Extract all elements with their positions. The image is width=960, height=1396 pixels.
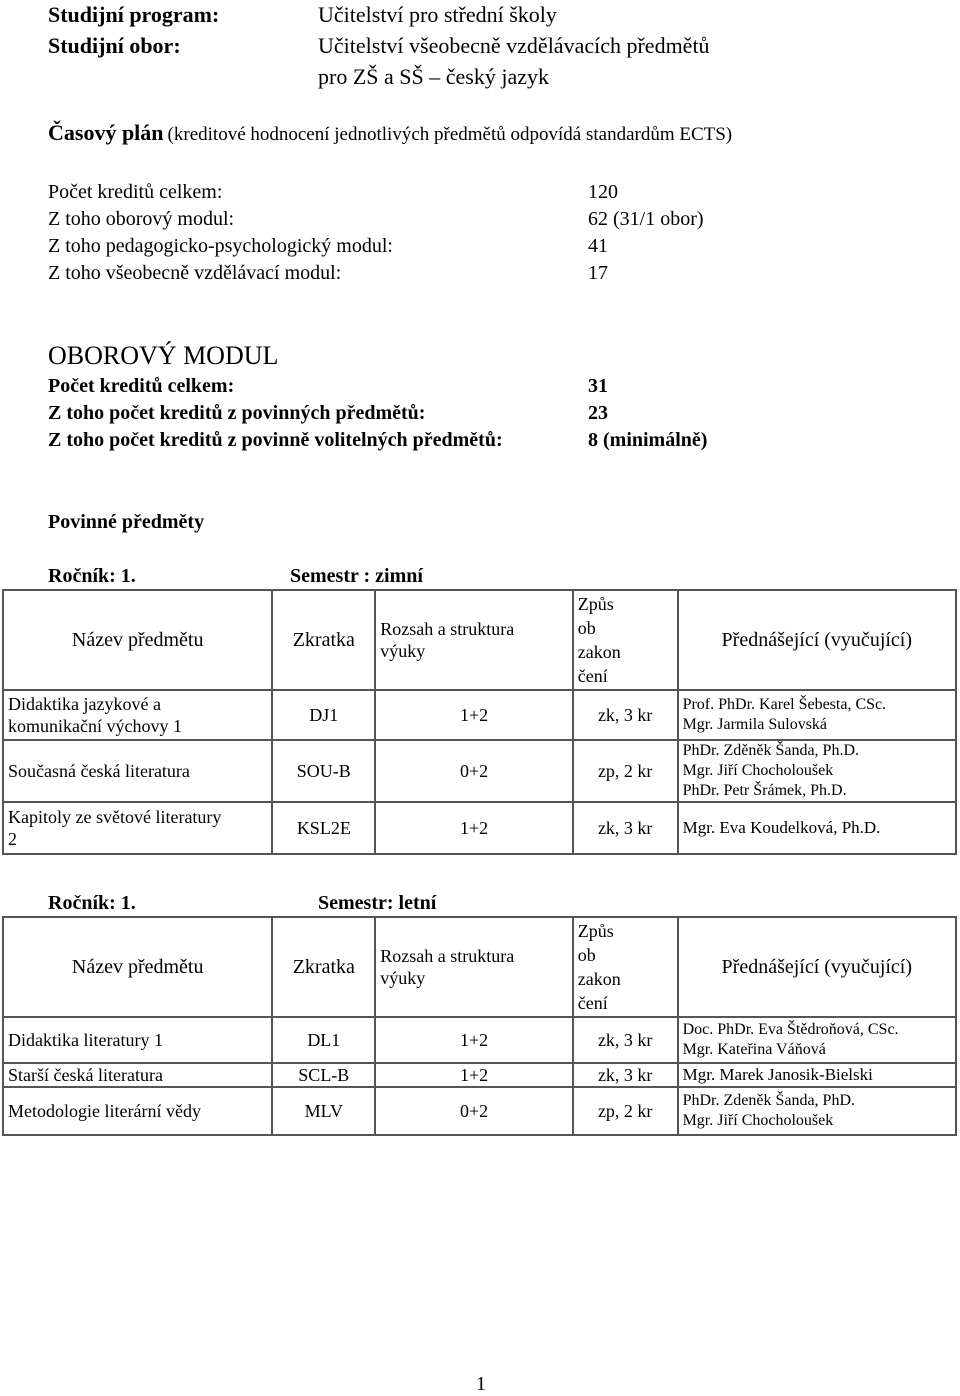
subject-lecturers [678, 1017, 956, 1063]
lecturer: Mgr. Jarmila Sulovská [682, 716, 828, 733]
subject-name [3, 802, 272, 854]
subject-scope: 0+2 [375, 740, 573, 802]
lecturer: Mgr. Jiří Chocholoušek [682, 762, 834, 779]
module-credits-total-label: Počet kreditů celkem: [48, 375, 235, 397]
header-method [573, 590, 678, 690]
header-name: Název předmětu [3, 917, 272, 1017]
header-method-line4: čení [577, 993, 608, 1013]
subject-method: zk, 3 kr [573, 690, 678, 740]
header-scope-line2: výuky [380, 641, 426, 661]
module-credits-mandatory-label: Z toho počet kreditů z povinných předmětů: [48, 402, 426, 424]
semester1-table [2, 589, 957, 855]
header-method [573, 917, 678, 1017]
header-scope-line2: výuky [380, 968, 426, 988]
lecturer: Doc. PhDr. Eva Štědroňová, CSc. [682, 1021, 899, 1038]
subject-name: Starší česká literatura [3, 1063, 272, 1087]
header-method-line4: čení [577, 666, 608, 686]
header-scope-line1: Rozsah a struktura [380, 619, 515, 639]
header-method-line1: Způs [577, 594, 614, 614]
subject-name: Didaktika literatury 1 [3, 1017, 272, 1063]
lecturer: PhDr. Zděněk Šanda, Ph.D. [682, 742, 860, 759]
subject-name-line1: Kapitoly ze světové literatury [8, 807, 222, 827]
timeplan-subtitle: (kreditové hodnocení jednotlivých předmětů odpovídá standardům ECTS) [167, 124, 733, 145]
field-value-line1: Učitelství všeobecně vzdělávacích předmětů [318, 33, 710, 58]
subject-method: zk, 3 kr [573, 1017, 678, 1063]
semester1-header-row [3, 590, 956, 690]
field-label: Studijní obor: [48, 33, 181, 58]
header-method-line1: Způs [577, 921, 614, 941]
header-scope [375, 917, 573, 1017]
subject-scope: 1+2 [375, 1017, 573, 1063]
subject-name-line1: Didaktika jazykové a [8, 694, 161, 714]
table-row [3, 740, 956, 802]
subject-abbr: DL1 [272, 1017, 375, 1063]
header-scope-line1: Rozsah a struktura [380, 946, 515, 966]
subject-lecturers [678, 802, 956, 854]
credits-field-value: 62 (31/1 obor) [588, 208, 704, 230]
subject-name-line2: 2 [8, 829, 17, 849]
credits-pedagogy-value: 41 [588, 235, 608, 257]
subject-abbr: KSL2E [272, 802, 375, 854]
program-value: Učitelství pro střední školy [318, 2, 557, 27]
subject-scope: 0+2 [375, 1087, 573, 1135]
lecturer: PhDr. Petr Šrámek, Ph.D. [682, 782, 847, 799]
subject-abbr: SOU-B [272, 740, 375, 802]
page-number: 1 [476, 1373, 486, 1395]
module-title: OBOROVÝ MODUL [48, 341, 279, 370]
header-lecturer: Přednášející (vyučující) [678, 590, 956, 690]
lecturer: PhDr. Zdeněk Šanda, PhD. [682, 1092, 856, 1109]
header-abbr: Zkratka [272, 590, 375, 690]
lecturer: Mgr. Marek Janosik-Bielski [682, 1065, 873, 1084]
module-credits-mandatory-value: 23 [588, 402, 608, 424]
subject-abbr: SCL-B [272, 1063, 375, 1087]
subject-scope: 1+2 [375, 802, 573, 854]
lecturer: Prof. PhDr. Karel Šebesta, CSc. [682, 696, 887, 713]
module-credits-total-value: 31 [588, 375, 608, 397]
semester1-semester: Semestr : zimní [290, 565, 423, 587]
header-lecturer: Přednášející (vyučující) [678, 917, 956, 1017]
credits-total-value: 120 [588, 181, 618, 203]
module-credits-elective-label: Z toho počet kreditů z povinně volitelných předmětů: [48, 429, 503, 451]
subject-lecturers [678, 1063, 956, 1087]
header-method-line3: zakon [577, 969, 621, 989]
table-row [3, 1087, 956, 1135]
lecturer: Mgr. Jiří Chocholoušek [682, 1112, 834, 1129]
header-name: Název předmětu [3, 590, 272, 690]
table-row [3, 802, 956, 854]
credits-general-label: Z toho všeobecně vzdělávací modul: [48, 262, 342, 284]
header-scope [375, 590, 573, 690]
credits-general-value: 17 [588, 262, 608, 284]
subject-abbr: DJ1 [272, 690, 375, 740]
subject-method: zk, 3 kr [573, 802, 678, 854]
program-label: Studijní program: [48, 2, 220, 27]
lecturer: Mgr. Kateřina Váňová [682, 1041, 826, 1058]
subject-method: zp, 2 kr [573, 740, 678, 802]
subject-lecturers [678, 1087, 956, 1135]
subject-abbr: MLV [272, 1087, 375, 1135]
subject-name-line2: komunikační výchovy 1 [8, 716, 182, 736]
semester2-year: Ročník: 1. [48, 892, 136, 914]
lecturer: Mgr. Eva Koudelková, Ph.D. [682, 818, 881, 837]
module-credits-elective-value: 8 (minimálně) [588, 429, 708, 451]
semester2-semester: Semestr: letní [318, 892, 437, 914]
subject-method: zp, 2 kr [573, 1087, 678, 1135]
timeplan-heading [48, 120, 732, 146]
semester2-header-row [3, 917, 956, 1017]
semester1-year: Ročník: 1. [48, 565, 136, 587]
subject-lecturers [678, 740, 956, 802]
subject-method: zk, 3 kr [573, 1063, 678, 1087]
semester2-table [2, 916, 957, 1136]
mandatory-title: Povinné předměty [48, 511, 205, 533]
header-abbr: Zkratka [272, 917, 375, 1017]
subject-scope: 1+2 [375, 690, 573, 740]
header-method-line3: zakon [577, 642, 621, 662]
subject-scope: 1+2 [375, 1063, 573, 1087]
credits-total-label: Počet kreditů celkem: [48, 181, 223, 203]
credits-field-label: Z toho oborový modul: [48, 208, 235, 230]
header-method-line2: ob [577, 945, 596, 965]
table-row [3, 690, 956, 740]
subject-lecturers [678, 690, 956, 740]
field-value-line2: pro ZŠ a SŠ – český jazyk [318, 64, 549, 89]
subject-name: Současná česká literatura [3, 740, 272, 802]
timeplan-title: Časový plán [48, 120, 164, 145]
table-row [3, 1017, 956, 1063]
subject-name: Metodologie literární vědy [3, 1087, 272, 1135]
header-method-line2: ob [577, 618, 596, 638]
table-row [3, 1063, 956, 1087]
subject-name [3, 690, 272, 740]
credits-pedagogy-label: Z toho pedagogicko-psychologický modul: [48, 235, 393, 257]
